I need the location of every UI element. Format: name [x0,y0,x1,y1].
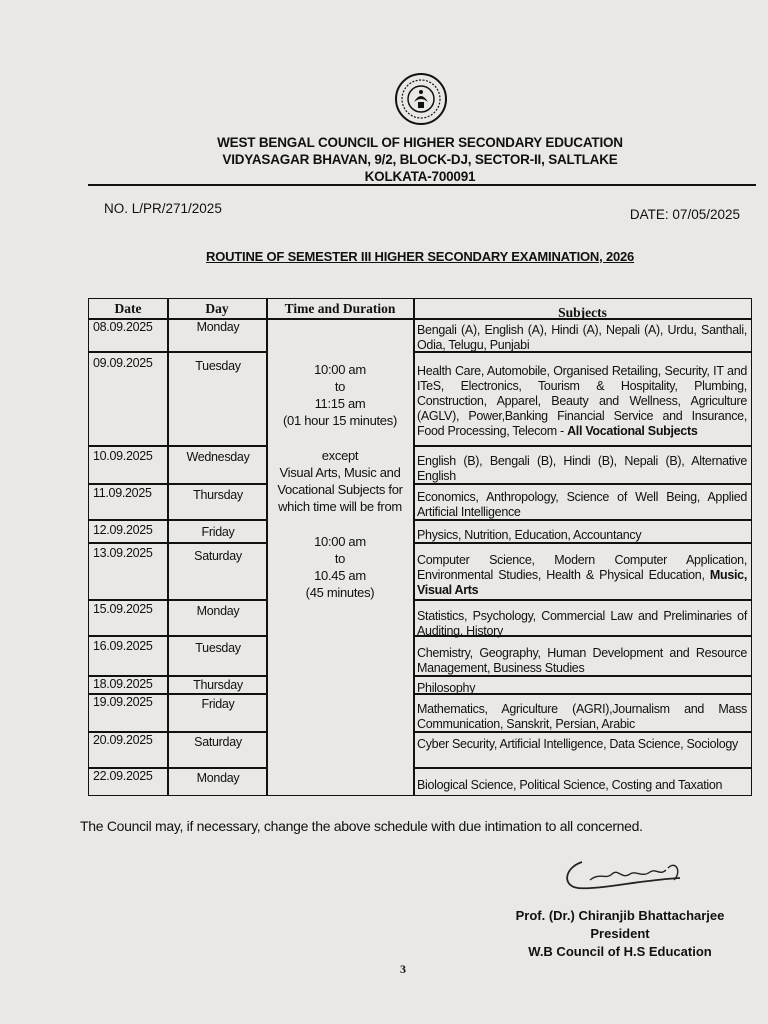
row-day: Thursday [193,488,243,502]
row-day: Saturday [194,549,242,563]
row-day: Monday [196,320,240,334]
council-address: VIDYASAGAR BHAVAN, 9/2, BLOCK-DJ, SECTOR-II, SALTLAKE [222,152,618,167]
row-date: 15.09.2025 [93,602,153,616]
council-emblem-logo [394,72,448,126]
time-line: to [334,379,346,394]
row-divider [89,542,267,544]
row-day: Saturday [194,735,242,749]
time-line: except [321,448,359,463]
row-date: 20.09.2025 [93,733,153,747]
time-line: 10:00 am [314,534,366,549]
row-subjects: Cyber Security, Artificial Intelligence, Data Science, Sociology [417,737,739,751]
row-date: 12.09.2025 [93,523,153,537]
row-subjects: Statistics, Psychology, Commercial Law and Preliminaries of Auditing, History [417,609,747,638]
subjects-text: Computer Science, Modern Computer Application, Environmental Studies, Health & Physical Education, [417,553,747,582]
time-line: which time will be from [278,499,402,514]
subjects-text: Health Care, Automobile, Organised Retailing, Security, IT and ITeS, Electronics, Tourism & Hospitality, Plumbing, Construction, Apparel, Beauty and Wellness, Agriculture (AGLV), Power,Banking Financial Service and Insurance, Food Processing, Telecom - [417,364,747,438]
president-signature [560,850,700,900]
time-line: 10.45 am [314,568,366,583]
time-line: Vocational Subjects for [277,482,403,497]
row-subjects: English (B), Bengali (B), Hindi (B), Nepali (B), Alternative English [417,454,747,483]
time-line: to [334,551,346,566]
signatory-organization: W.B Council of H.S Education [528,944,712,959]
row-day: Tuesday [195,641,241,655]
row-day: Monday [196,771,240,785]
routine-title: ROUTINE OF SEMESTER III HIGHER SECONDARY EXAMINATION, 2026 [206,249,635,264]
row-subjects: Economics, Anthropology, Science of Well Being, Applied Artificial Intelligence [417,490,747,519]
reference-number: NO. L/PR/271/2025 [104,201,222,216]
row-divider [414,599,751,601]
time-line: Visual Arts, Music and [279,465,401,480]
subjects-emphasis: All Vocational Subjects [567,424,698,438]
header-subjects: Subjects [558,305,607,320]
row-day: Friday [201,525,235,539]
page-number: 3 [400,962,406,976]
col-divider [413,299,415,795]
row-day: Wednesday [186,450,250,464]
header-day: Day [205,301,229,316]
row-divider [89,599,267,601]
row-subjects [417,364,747,439]
row-date: 09.09.2025 [93,356,153,370]
row-date: 08.09.2025 [93,320,153,334]
time-duration-cell [269,361,411,601]
row-date: 19.09.2025 [93,695,153,709]
row-subjects: Biological Science, Political Science, Costing and Taxation [417,778,723,792]
row-divider [414,767,751,769]
time-line: 11:15 am [314,396,366,411]
row-divider [89,519,267,521]
row-subjects: Mathematics, Agriculture (AGRI),Journalism and Mass Communication, Sanskrit, Persian, Arabic [417,702,747,731]
row-date: 13.09.2025 [93,546,153,560]
row-subjects: Chemistry, Geography, Human Development and Resource Management, Business Studies [417,646,747,675]
subjects-emphasis: Music, Visual Arts [417,568,747,597]
row-subjects: Physics, Nutrition, Education, Accountancy [417,528,642,542]
row-date: 18.09.2025 [93,677,153,691]
row-divider [89,483,267,485]
schedule-change-note: The Council may, if necessary, change the above schedule with due intimation to all concerned. [80,818,643,834]
row-date: 16.09.2025 [93,639,153,653]
signatory-name: Prof. (Dr.) Chiranjib Bhattacharjee [515,908,725,923]
row-divider [89,635,267,637]
row-divider [89,351,267,353]
row-subjects [417,553,747,598]
time-line: 10:00 am [314,362,366,377]
row-date: 22.09.2025 [93,769,153,783]
row-subjects: Bengali (A), English (A), Hindi (A), Nepali (A), Urdu, Santhali, Odia, Telugu, Punjabi [417,323,747,352]
time-line: (01 hour 15 minutes) [283,413,397,428]
row-day: Thursday [193,678,243,692]
row-subjects: Philosophy [417,681,476,695]
header-time: Time and Duration [284,301,396,316]
row-day: Monday [196,604,240,618]
row-date: 10.09.2025 [93,449,153,463]
row-day: Tuesday [195,359,241,373]
row-date: 11.09.2025 [93,486,152,500]
notice-date: DATE: 07/05/2025 [629,207,740,222]
header-divider [88,184,756,186]
row-day: Friday [201,697,235,711]
header-date: Date [114,301,142,316]
exam-routine-table [88,298,752,796]
council-city: KOLKATA-700091 [364,169,476,184]
row-divider [89,445,267,447]
council-name: WEST BENGAL COUNCIL OF HIGHER SECONDARY EDUCATION [217,135,623,150]
signatory-designation: President [590,926,650,941]
row-divider [414,445,751,447]
time-line: (45 minutes) [305,585,375,600]
col-divider [266,299,268,795]
